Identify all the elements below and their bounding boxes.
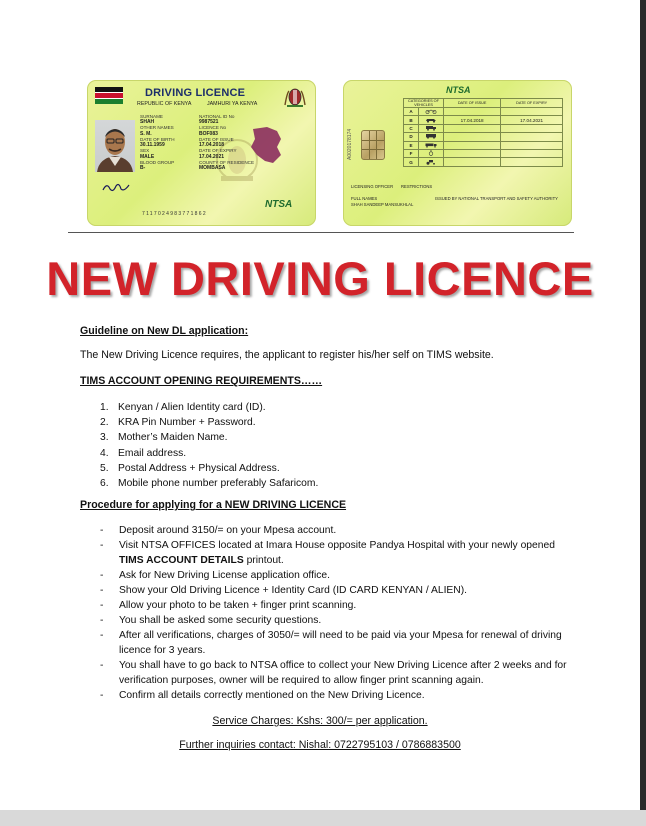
licence-card-front (87, 80, 316, 226)
full-names-label: FULL NAMES (351, 196, 378, 201)
list-item (100, 446, 318, 461)
car-icon (419, 116, 444, 124)
category-issue-date (444, 149, 501, 157)
list-item (100, 538, 570, 568)
list-number: 6. (100, 477, 109, 489)
blood-group-label: BLOOD GROUP (140, 159, 175, 165)
other-names-label: OTHER NAMES (140, 125, 174, 131)
category-expiry-date (501, 108, 563, 116)
list-item (100, 688, 570, 703)
col-header-issue: DATE OF ISSUE (444, 99, 501, 108)
articulated-truck-icon (419, 141, 444, 149)
further-inquiries: Further inquiries contact: Nishal: 0722795103 / 0786883500 (179, 739, 461, 751)
table-row (404, 158, 563, 166)
guideline-text: The New Driving Licence requires, the applicant to register his/her self on TIMS website. (80, 349, 494, 361)
scan-edge-right (640, 0, 646, 810)
bullet: - (100, 615, 104, 626)
bullet: - (100, 570, 104, 581)
list-text: You shall be asked some security questions. (119, 615, 322, 626)
issue-date-label: DATE OF ISSUE (199, 136, 234, 142)
bullet: - (100, 540, 104, 551)
list-text: Postal Address + Physical Address. (118, 462, 280, 474)
category-issue-date (444, 133, 501, 141)
vehicle-category-table (403, 98, 563, 167)
kenya-map-icon (247, 125, 283, 165)
list-item (100, 598, 570, 613)
dob-label: DATE OF BIRTH (140, 136, 175, 142)
list-item (100, 583, 570, 598)
licence-card-back (343, 80, 572, 226)
bullet: - (100, 525, 104, 536)
category-letter: F (404, 149, 419, 157)
category-letter: B (404, 116, 419, 124)
table-row (404, 108, 563, 116)
licence-no-value: BOF083 (199, 130, 218, 137)
service-charges: Service Charges: Kshs: 300/= per application. (212, 715, 428, 727)
list-text: Mobile phone number preferably Safaricom. (118, 477, 319, 489)
surname-value: SHAH (140, 119, 155, 126)
expiry-date-label: DATE OF EXPIRY (199, 148, 237, 154)
county-label: COUNTY OF RESIDENCE (199, 159, 255, 165)
list-item (100, 658, 570, 688)
list-item (100, 613, 570, 628)
procedure-heading: Procedure for applying for a NEW DRIVING LICENCE (80, 499, 347, 511)
category-letter: E (404, 141, 419, 149)
category-expiry-date (501, 158, 563, 166)
issued-by-text: ISSUED BY NATIONAL TRANSPORT AND SAFETY AUTHORITY (435, 196, 558, 201)
full-names-value: SHAH SANDEEP MANSUKHLAL (351, 202, 414, 207)
back-vertical-serial: A0020178174 (347, 128, 353, 160)
bus-icon (419, 133, 444, 141)
category-issue-date (444, 124, 501, 132)
card-title: DRIVING LICENCE (145, 87, 246, 99)
list-text: Visit NTSA OFFICES located at Imara House opposite Pandya Hospital with your newly opened (119, 540, 555, 551)
list-text: Mother’s Maiden Name. (118, 432, 228, 444)
list-text: Confirm all details correctly mentioned on the New Driving Licence. (119, 690, 425, 701)
list-text-bold: TIMS ACCOUNT DETAILS (119, 555, 244, 566)
category-letter: D (404, 133, 419, 141)
requirements-heading: TIMS ACCOUNT OPENING REQUIREMENTS…… (80, 375, 323, 387)
list-item (100, 568, 570, 583)
holder-photo (95, 120, 135, 172)
surname-label: SURNAME (140, 114, 163, 119)
list-number: 4. (100, 447, 109, 459)
tractor-icon (419, 158, 444, 166)
bullet: - (100, 660, 104, 671)
list-text: Allow your photo to be taken + finger print scanning. (119, 600, 357, 611)
list-number: 5. (100, 462, 109, 474)
other-names-value: S. M. (140, 130, 152, 137)
issue-date-value: 17.04.2018 (199, 142, 225, 149)
national-id-label: NATIONAL ID No (199, 114, 235, 119)
category-expiry-date (501, 124, 563, 132)
bullet: - (100, 585, 104, 596)
motorcycle-icon (419, 108, 444, 116)
licence-no-label: LICENCE No (199, 125, 227, 131)
list-number: 2. (100, 417, 109, 429)
list-number: 1. (100, 402, 109, 413)
list-item (100, 415, 318, 430)
category-expiry-date: 17.04.2021 (501, 116, 563, 124)
table-row (404, 116, 563, 124)
category-issue-date (444, 141, 501, 149)
sim-chip-icon (361, 130, 385, 160)
scan-edge-bottom (0, 810, 646, 826)
category-issue-date (444, 158, 501, 166)
card-republic: REPUBLIC OF KENYA (137, 101, 192, 107)
list-number: 3. (100, 432, 109, 444)
coat-of-arms-icon (282, 85, 308, 109)
bullet: - (100, 690, 104, 701)
list-item (100, 461, 318, 476)
list-text: Show your Old Driving Licence + Identity Card (ID CARD KENYAN / ALIEN). (119, 585, 468, 596)
blood-group-value: B- (140, 165, 146, 172)
list-text: Email address. (118, 447, 187, 459)
kenya-flag-icon (95, 87, 123, 104)
list-text: Ask for New Driving License application office. (119, 570, 330, 581)
table-row (404, 149, 563, 157)
category-letter: C (404, 124, 419, 132)
card-serial-number: 7117024983771862 (142, 211, 207, 217)
category-letter: G (404, 158, 419, 166)
wheelchair-icon (419, 149, 444, 157)
signature-icon (101, 180, 131, 194)
ntsa-logo-back: NTSA (446, 85, 471, 95)
category-expiry-date (501, 149, 563, 157)
col-header-expiry: DATE OF EXPIRY (501, 99, 563, 108)
ntsa-logo-front: NTSA (265, 199, 293, 210)
list-item (100, 523, 570, 538)
expiry-date-value: 17.04.2021 (199, 153, 225, 160)
county-value: MOMBASA (199, 165, 226, 172)
list-text: KRA Pin Number + Password. (118, 417, 256, 429)
truck-icon (419, 124, 444, 132)
divider (68, 232, 574, 233)
list-item (100, 476, 318, 491)
dob-value: 30.11.1959 (140, 142, 165, 149)
list-item (100, 430, 318, 445)
table-row (404, 141, 563, 149)
table-row (404, 124, 563, 132)
category-letter: A (404, 108, 419, 116)
list-text: printout. (243, 555, 284, 566)
guideline-heading: Guideline on New DL application: (80, 325, 249, 337)
col-header-categories: CATEGORIES OF VEHICLES (404, 99, 444, 108)
restrictions-label: RESTRICTIONS (401, 184, 433, 189)
sex-value: MALE (140, 153, 155, 160)
bullet: - (100, 600, 104, 611)
card-jamhuri: JAMHURI YA KENYA (207, 101, 258, 107)
licensing-officer-label: LICENSING OFFICER (351, 184, 394, 189)
list-text: Deposit around 3150/= on your Mpesa account. (119, 525, 337, 536)
procedure-list (100, 523, 570, 703)
list-text: You shall have to go back to NTSA office to collect your New Driving Licence after 2 weeks and for verification purposes, owner will be required to allow finger print scanning again. (119, 660, 567, 686)
category-expiry-date (501, 133, 563, 141)
list-item (100, 400, 318, 415)
category-issue-date (444, 108, 501, 116)
list-item (100, 628, 570, 658)
category-expiry-date (501, 141, 563, 149)
requirements-list (100, 400, 318, 491)
page-title: NEW DRIVING LICENCE (46, 252, 594, 305)
category-issue-date: 17.04.2018 (444, 116, 501, 124)
list-text: Kenyan / Alien Identity card (ID). (118, 402, 266, 413)
table-row (404, 133, 563, 141)
list-text: After all verifications, charges of 3050/= will need to be paid via your Mpesa for renewal of driving licence for 3 years. (119, 630, 562, 656)
bullet: - (100, 630, 104, 641)
national-id-value: 9987521 (199, 119, 219, 126)
sex-label: SEX (140, 148, 150, 154)
